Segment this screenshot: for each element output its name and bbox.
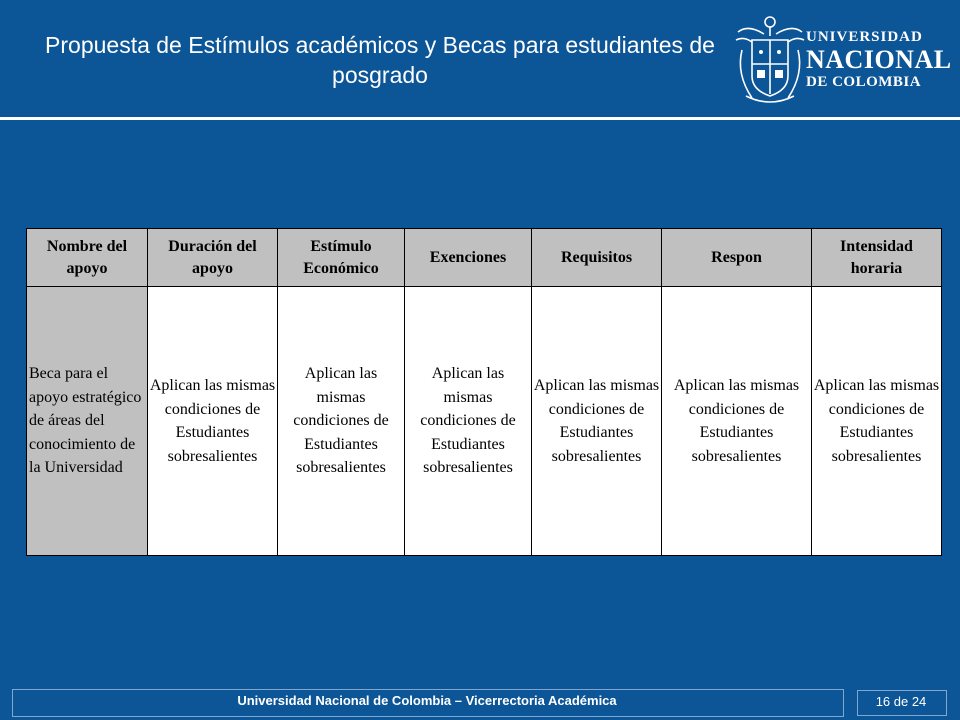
page-number: 16 de 24 bbox=[875, 694, 927, 709]
cell-duracion: Aplican las mismas condiciones de Estudiantes sobresalientes bbox=[148, 287, 278, 556]
header-intensidad: Intensidad horaria bbox=[812, 229, 942, 287]
cell-respon: Aplican las mismas condiciones de Estudiantes sobresalientes bbox=[662, 287, 812, 556]
header-estimulo: Estímulo Económico bbox=[278, 229, 405, 287]
header-duracion: Duración del apoyo bbox=[148, 229, 278, 287]
footer-text: Universidad Nacional de Colombia – Vicerrectoria Académica bbox=[237, 693, 617, 708]
logo-line-1: UNIVERSIDAD bbox=[806, 29, 923, 45]
cell-nombre: Beca para el apoyo estratégico de áreas del conocimiento de la Universidad bbox=[27, 287, 148, 556]
header-exenciones: Exenciones bbox=[405, 229, 532, 287]
title-divider bbox=[0, 117, 960, 120]
header-nombre: Nombre del apoyo bbox=[27, 229, 148, 287]
slide-title: Propuesta de Estímulos académicos y Becas para estudiantes de posgrado bbox=[45, 32, 715, 88]
table-row bbox=[27, 287, 942, 556]
cell-estimulo: Aplican las mismas condiciones de Estudiantes sobresalientes bbox=[278, 287, 405, 556]
header-requisitos: Requisitos bbox=[532, 229, 662, 287]
support-table bbox=[26, 228, 942, 556]
university-logo-text bbox=[806, 30, 952, 90]
cell-requisitos: Aplican las mismas condiciones de Estudiantes sobresalientes bbox=[532, 287, 662, 556]
logo-line-2: NACIONAL bbox=[806, 45, 952, 74]
header-respon: Respon bbox=[662, 229, 812, 287]
table-header-row bbox=[27, 229, 942, 287]
cell-intensidad: Aplican las mismas condiciones de Estudiantes sobresalientes bbox=[812, 287, 942, 556]
cell-exenciones: Aplican las mismas condiciones de Estudiantes sobresalientes bbox=[405, 287, 532, 556]
logo-line-3: DE COLOMBIA bbox=[806, 74, 922, 90]
